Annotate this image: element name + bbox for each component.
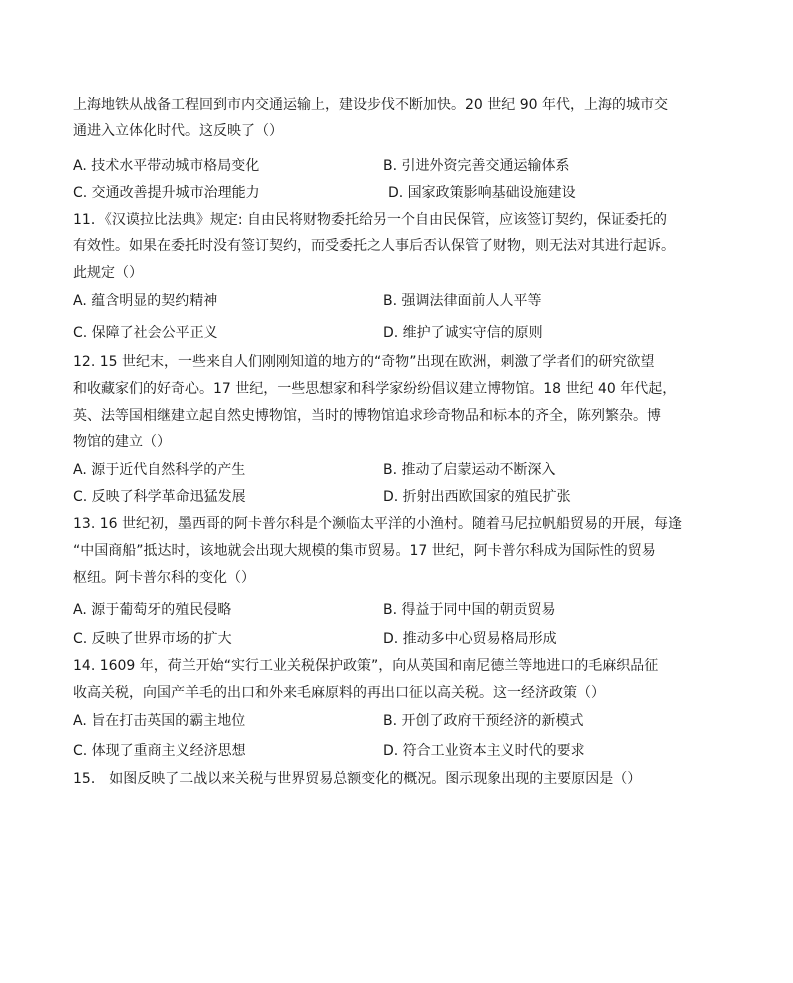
q13-stem-line-1: 13. 16 世纪初，墨西哥的阿卡普尔科是个濒临太平洋的小渔村。随着马尼拉帆船贸易的开展，每逢 (73, 516, 682, 532)
q10-stem-line-1: 上海地铁从战备工程回到市内交通运输上，建设步伐不断加快。20 世纪 90 年代，上海的城市交 (73, 97, 668, 113)
q12-stem-line-3: 英、法等国相继建立起自然史博物馆，当时的博物馆追求珍奇物品和标本的齐全，陈列繁杂。博 (73, 408, 661, 424)
q12-stem-line-4: 物馆的建立（） (73, 434, 171, 450)
q13-option-a: A. 源于葡萄牙的殖民侵略 (73, 602, 232, 618)
q10-option-b: B. 引进外资完善交通运输体系 (383, 158, 570, 174)
q12-option-a: A. 源于近代自然科学的产生 (73, 462, 246, 478)
q12-option-b: B. 推动了启蒙运动不断深入 (383, 462, 556, 478)
q11-option-c: C. 保障了社会公平正义 (73, 325, 218, 341)
q11-option-d: D. 维护了诚实守信的原则 (383, 325, 543, 341)
q11-stem-line-2: 有效性。如果在委托时没有签订契约，而受委托之人事后否认保管了财物，则无法对其进行起诉。 (73, 238, 675, 254)
q13-stem-line-3: 枢纽。阿卡普尔科的变化（） (73, 570, 255, 586)
q10-option-d: D. 国家政策影响基础设施建设 (388, 185, 576, 201)
q13-option-d: D. 推动多中心贸易格局形成 (383, 631, 557, 647)
q13-stem-line-2: “中国商船”抵达时，该地就会出现大规模的集市贸易。17 世纪，阿卡普尔科成为国际性的贸易 (73, 543, 656, 559)
q12-stem-line-1: 12. 15 世纪末，一些来自人们刚刚知道的地方的“奇物”出现在欧洲，刺激了学者们的研究欲望 (73, 354, 655, 370)
q11-stem-line-1: 11．《汉谟拉比法典》规定: 自由民将财物委托给另一个自由民保管，应该签订契约，保证委托的 (73, 212, 667, 228)
q10-option-c: C. 交通改善提升城市治理能力 (73, 185, 260, 201)
q15-stem-line-1: 15． 如图反映了二战以来关税与世界贸易总额变化的概况。图示现象出现的主要原因是（） (73, 771, 642, 787)
q13-option-c: C. 反映了世界市场的扩大 (73, 631, 232, 647)
q11-option-b: B. 强调法律面前人人平等 (383, 293, 542, 309)
q14-option-c: C. 体现了重商主义经济思想 (73, 743, 246, 759)
q12-option-d: D. 折射出西欧国家的殖民扩张 (383, 489, 571, 505)
q11-option-a: A. 蕴含明显的契约精神 (73, 293, 218, 309)
q14-stem-line-1: 14. 1609 年，荷兰开始“实行工业关税保护政策”，向从英国和南尼德兰等地进口的毛麻织品征 (73, 658, 659, 674)
q11-stem-line-3: 此规定（） (73, 265, 143, 281)
q10-stem-line-2: 通进入立体化时代。这反映了（） (73, 123, 283, 139)
q12-stem-line-2: 和收藏家们的好奇心。17 世纪，一些思想家和科学家纷纷倡议建立博物馆。18 世纪 40 年代起， (73, 381, 677, 397)
q14-stem-line-2: 收高关税，向国产羊毛的出口和外来毛麻原料的再出口征以高关税。这一经济政策（） (73, 685, 605, 701)
q10-option-a: A. 技术水平带动城市格局变化 (73, 158, 260, 174)
q13-option-b: B. 得益于同中国的朝贡贸易 (383, 602, 556, 618)
q14-option-d: D. 符合工业资本主义时代的要求 (383, 743, 585, 759)
q14-option-b: B. 开创了政府干预经济的新模式 (383, 713, 584, 729)
q12-option-c: C. 反映了科学革命迅猛发展 (73, 489, 246, 505)
q14-option-a: A. 旨在打击英国的霸主地位 (73, 713, 246, 729)
